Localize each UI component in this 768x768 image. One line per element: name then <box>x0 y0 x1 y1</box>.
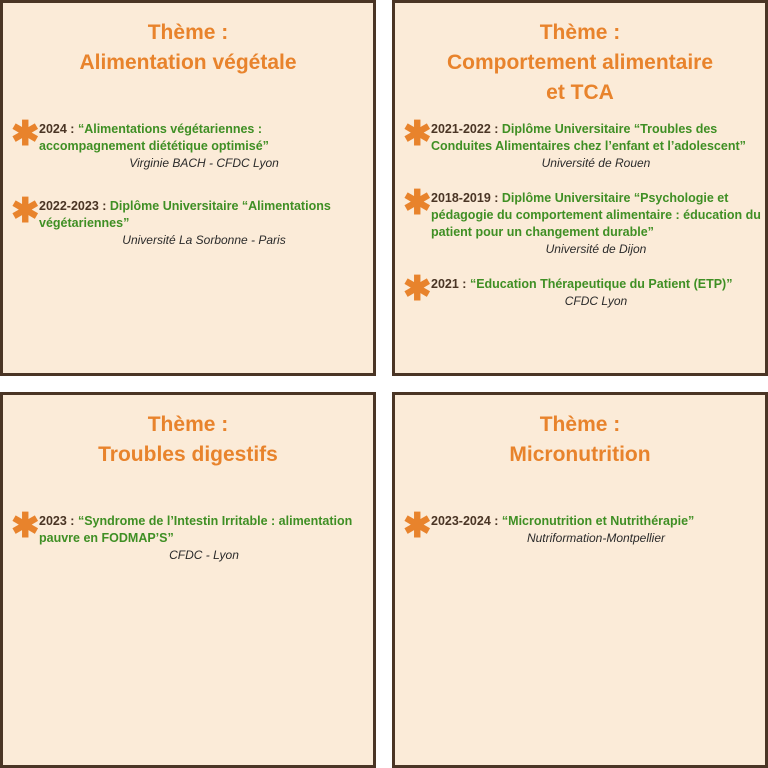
theme-title: Micronutrition <box>509 443 651 466</box>
list-item <box>403 115 761 172</box>
theme-label: Thème : <box>147 413 229 436</box>
list-item <box>403 507 761 547</box>
theme-title: Troubles digestifs <box>98 443 278 466</box>
asterisk-icon: ✱ <box>403 115 432 153</box>
card-title <box>395 3 765 108</box>
asterisk-icon: ✱ <box>11 507 40 545</box>
entry-date: 2021 : <box>431 277 467 291</box>
asterisk-icon: ✱ <box>403 184 432 222</box>
entry-institution: CFDC - Lyon <box>169 548 239 562</box>
card-title <box>395 395 765 470</box>
entry-list <box>403 115 761 336</box>
entry-title: Diplôme Universitaire “Psychologie et pédagogie du comportement alimentaire : éducation du patient pour un changement durable” <box>431 191 761 239</box>
asterisk-icon: ✱ <box>11 115 40 153</box>
entry-date: 2024 : <box>39 122 75 136</box>
entry-title: Diplôme Universitaire “Alimentations végétariennes” <box>39 199 331 230</box>
entry-date: 2018-2019 : <box>431 191 499 205</box>
theme-title: Alimentation végétale <box>79 51 297 74</box>
theme-card-alimentation-vegetale <box>0 0 376 376</box>
entry-title: “Syndrome de l’Intestin Irritable : alimentation pauvre en FODMAP’S” <box>39 514 353 545</box>
entry-institution: Université La Sorbonne - Paris <box>122 233 286 247</box>
list-item <box>403 184 761 258</box>
list-item <box>11 192 369 249</box>
list-item <box>11 115 369 172</box>
theme-card-troubles-digestifs <box>0 392 376 768</box>
theme-label: Thème : <box>539 21 621 44</box>
entry-list <box>11 507 369 590</box>
theme-card-micronutrition <box>392 392 768 768</box>
entry-institution: Université de Rouen <box>541 156 651 170</box>
theme-title-line2: et TCA <box>546 81 614 104</box>
card-title <box>3 3 373 78</box>
theme-label: Thème : <box>539 413 621 436</box>
entry-date: 2023-2024 : <box>431 514 499 528</box>
list-item <box>11 507 369 564</box>
asterisk-icon: ✱ <box>403 507 432 545</box>
entry-date: 2022-2023 : <box>39 199 107 213</box>
asterisk-icon: ✱ <box>403 270 432 308</box>
entry-list <box>403 507 761 573</box>
entry-date: 2021-2022 : <box>431 122 499 136</box>
list-item <box>403 270 761 310</box>
theme-title-line1: Comportement alimentaire <box>446 51 714 74</box>
asterisk-icon: ✱ <box>11 192 40 230</box>
theme-label: Thème : <box>147 21 229 44</box>
entry-title: “Education Thérapeutique du Patient (ETP)” <box>469 277 733 291</box>
entry-institution: CFDC Lyon <box>564 294 628 308</box>
entry-title: “Micronutrition et Nutrithérapie” <box>501 514 695 528</box>
card-title <box>3 395 373 470</box>
theme-card-comportement-alimentaire <box>392 0 768 376</box>
entry-institution: Virginie BACH - CFDC Lyon <box>129 156 279 170</box>
entry-list <box>11 115 369 275</box>
entry-institution: Université de Dijon <box>545 242 647 256</box>
entry-institution: Nutriformation-Montpellier <box>526 531 666 545</box>
entry-title: Diplôme Universitaire “Troubles des Conduites Alimentaires chez l’enfant et l’adolescent” <box>431 122 746 153</box>
entry-date: 2023 : <box>39 514 75 528</box>
entry-title: “Alimentations végétariennes : accompagnement diététique optimisé” <box>39 122 269 153</box>
